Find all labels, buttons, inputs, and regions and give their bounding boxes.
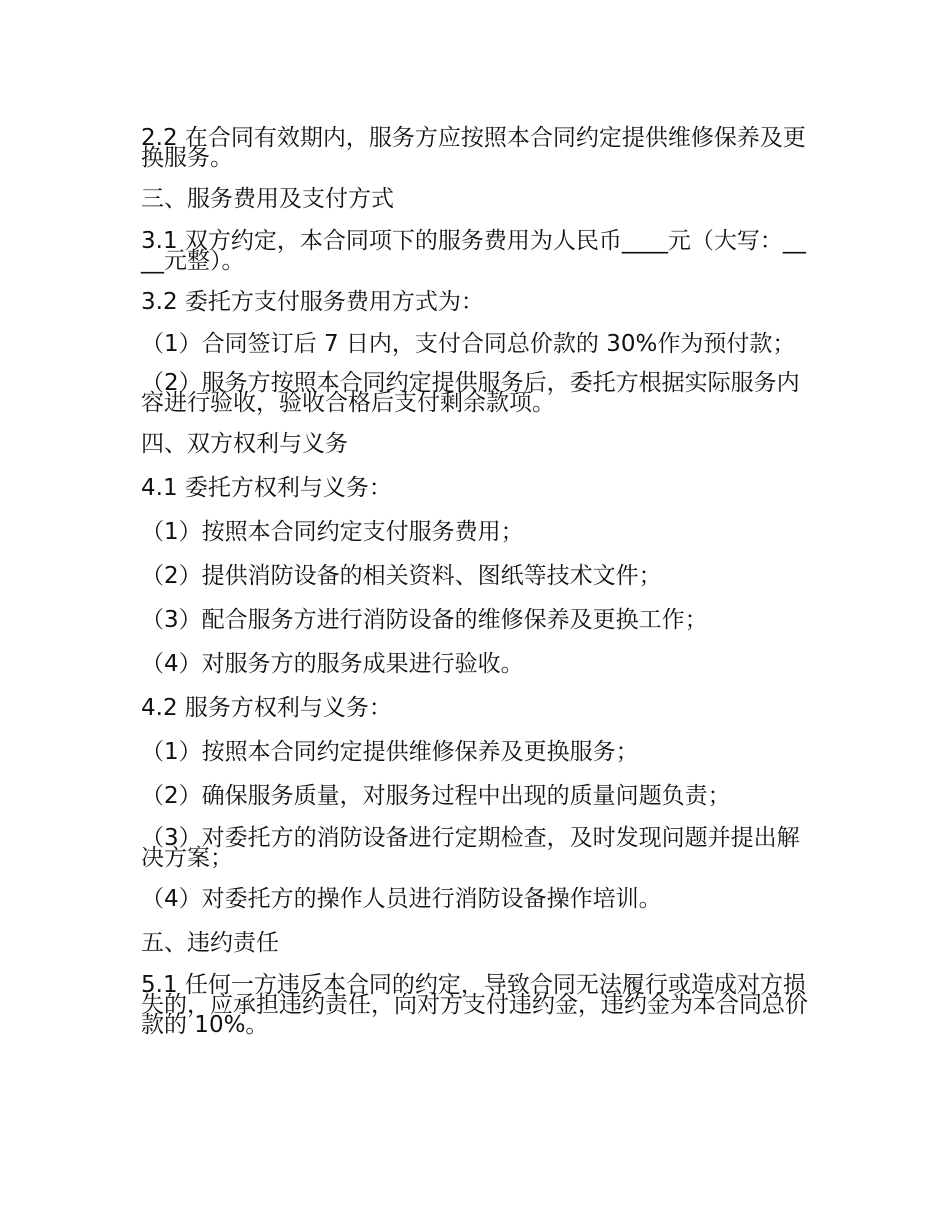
section-heading-5: 五、违约责任 — [141, 930, 279, 956]
clause-4-2-item-3: （3）对委托方的消防设备进行定期检查，及时发现问题并提出解决方案； — [141, 825, 800, 871]
section-heading-4: 四、双方权利与义务 — [141, 431, 348, 457]
clause-3-2-item-1: （1）合同签订后 7 日内，支付合同总价款的 30%作为预付款； — [141, 331, 796, 357]
clause-4-1-item-2: （2）提供消防设备的相关资料、图纸等技术文件； — [141, 563, 662, 589]
clause-3-2-item-2: （2）服务方按照本合同约定提供服务后，委托方根据实际服务内容进行验收，验收合格后支付剩余款项。 — [141, 370, 800, 416]
clause-3-1: 3.1 双方约定，本合同项下的服务费用为人民币____元（大写：____元整）。 — [141, 228, 806, 274]
clause-4-1-item-1: （1）按照本合同约定支付服务费用； — [141, 519, 524, 545]
document-body — [141, 125, 813, 1054]
clause-4-1-item-3: （3）配合服务方进行消防设备的维修保养及更换工作； — [141, 607, 708, 633]
section-heading-3: 三、服务费用及支付方式 — [141, 186, 394, 212]
clause-4-2-item-2: （2）确保服务质量，对服务过程中出现的质量问题负责； — [141, 783, 731, 809]
clause-4-2-item-1: （1）按照本合同约定提供维修保养及更换服务； — [141, 739, 639, 765]
clause-4-2-item-4: （4）对委托方的操作人员进行消防设备操作培训。 — [141, 886, 662, 912]
clause-3-2: 3.2 委托方支付服务费用方式为： — [141, 289, 484, 315]
clause-4-1-item-4: （4）对服务方的服务成果进行验收。 — [141, 651, 524, 677]
clause-5-1: 5.1 任何一方违反本合同的约定，导致合同无法履行或造成对方损失的，应承担违约责任，向对方支付违约金，违约金为本合同总价款的 10%。 — [141, 972, 808, 1038]
clause-4-1: 4.1 委托方权利与义务： — [141, 475, 392, 501]
clause-2-2: 2.2 在合同有效期内，服务方应按照本合同约定提供维修保养及更换服务。 — [141, 125, 806, 171]
clause-4-2: 4.2 服务方权利与义务： — [141, 695, 392, 721]
